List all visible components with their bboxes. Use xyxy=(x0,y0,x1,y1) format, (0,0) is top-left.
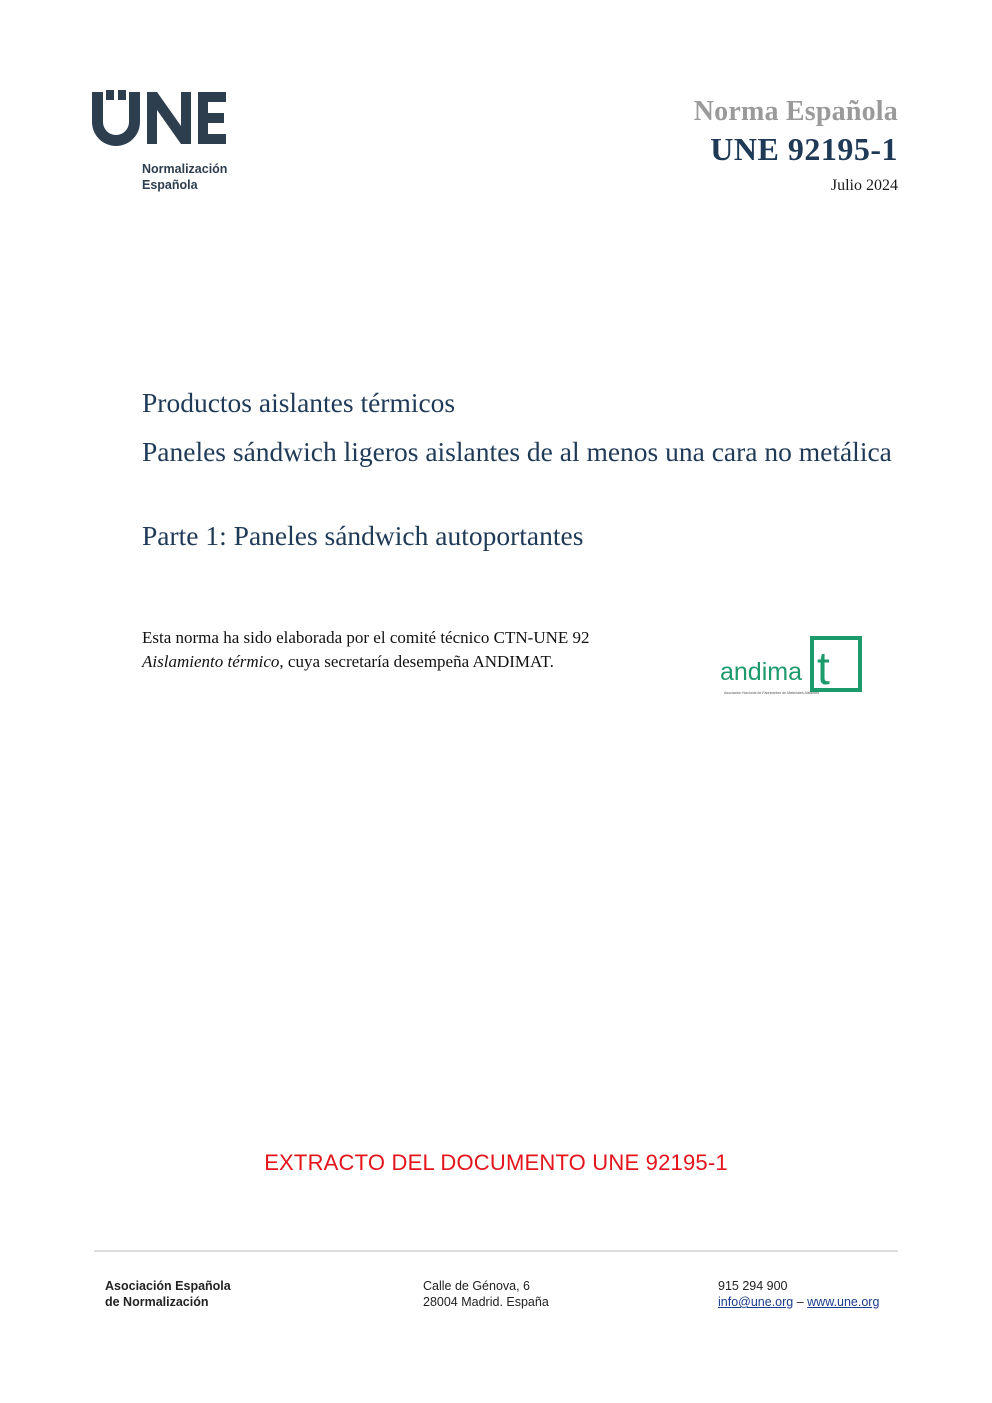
footer-link-separator: – xyxy=(793,1295,808,1309)
footer-links xyxy=(718,1294,879,1310)
website-link[interactable]: www.une.org xyxy=(807,1295,880,1309)
title-line1: Productos aislantes térmicos xyxy=(142,387,456,418)
footer-phone: 915 294 900 xyxy=(718,1279,788,1293)
une-logo xyxy=(92,90,242,200)
committee-name: Aislamiento térmico xyxy=(142,652,280,671)
standard-code: UNE 92195-1 xyxy=(710,131,898,167)
andimat-logo xyxy=(720,636,865,698)
andimat-logo-text: andima xyxy=(720,658,802,686)
andimat-logo-mark xyxy=(720,636,865,698)
title-line3: Parte 1: Paneles sándwich autoportantes xyxy=(142,520,584,551)
footer-address-line2: 28004 Madrid. España xyxy=(423,1295,549,1309)
extract-notice: EXTRACTO DEL DOCUMENTO UNE 92195-1 xyxy=(264,1150,728,1175)
une-logo-mark xyxy=(92,90,232,146)
footer-address-line1: Calle de Génova, 6 xyxy=(423,1279,531,1293)
publication-date: Julio 2024 xyxy=(830,177,898,194)
committee-statement xyxy=(142,626,612,674)
footer-organization xyxy=(105,1278,231,1310)
norma-label: Norma Española xyxy=(693,96,898,127)
footer-divider xyxy=(94,1250,898,1252)
title-line2: Paneles sándwich ligeros aislantes de al menos una cara no metálica xyxy=(142,436,892,467)
footer-org-line2: de Normalización xyxy=(105,1295,209,1309)
logo-subtitle-line2: Española xyxy=(142,178,198,192)
footer-org-line1: Asociación Española xyxy=(105,1279,231,1293)
footer-address xyxy=(423,1278,549,1310)
logo-subtitle-line1: Normalización xyxy=(142,162,228,176)
committee-text-part2: , cuya secretaría desempeña ANDIMAT. xyxy=(279,652,554,671)
andimat-logo-caption: Asociación Nacional de Fabricantes de Materiales Aislantes xyxy=(724,691,820,695)
email-link[interactable]: info@une.org xyxy=(718,1295,794,1309)
footer-contact xyxy=(718,1278,879,1310)
andimat-logo-letter: t xyxy=(817,642,830,694)
committee-text-part1: Esta norma ha sido elaborada por el comité técnico CTN-UNE 92 xyxy=(142,628,590,647)
